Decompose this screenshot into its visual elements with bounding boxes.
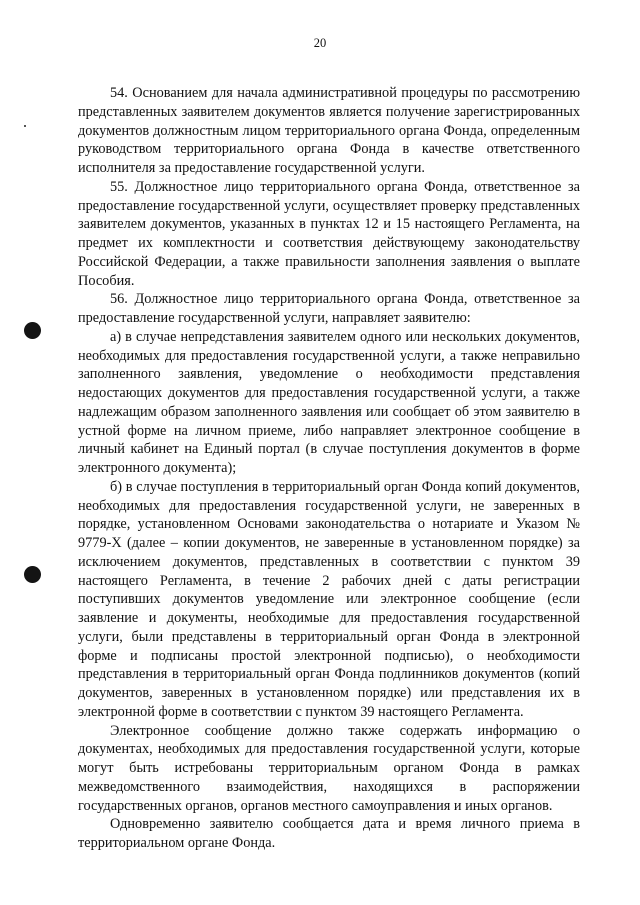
paragraph-56-a: а) в случае непредставления заявителем одного или нескольких документов, необходимых для предоставления государственной услуги, а также неправильно заполненного заявления, уведомление о необходимости представления недостающих документов для предоставления государственной услуги, а также надлежащим образом заполненного заявления или сообщает об этом заявителю в устной форме на личном приеме, либо направляет электронное сообщение в личный кабинет на Единый портал (в случае поступления документов в форме электронного документа); — [78, 328, 580, 476]
paragraph-electronic-message: Электронное сообщение должно также содержать информацию о документах, необходимых для предоставления государственной услуги, которые могут быть истребованы территориальным органом Фонда в рамках межведомственного взаимодействия, находящихся в распоряжении государственных органов, органов местного самоуправления и иных органов. — [78, 722, 580, 814]
paragraph-56: 56. Должностное лицо территориального органа Фонда, ответственное за предоставление государственной услуги, направляет заявителю: — [78, 291, 580, 326]
page-number: 20 — [313, 36, 327, 50]
punch-hole-mark — [24, 566, 41, 583]
scan-speck — [24, 125, 26, 127]
paragraph-56-b: б) в случае поступления в территориальный орган Фонда копий документов, необходимых для предоставления государственной услуги, не заверенных в порядке, установленном Основами законодательства о нотариате и Указом № 9779-Х (далее – копии документов, не заверенные в установленном порядке) за исключением документов, представленных в соответствии с пунктом 39 настоящего Регламента, в течение 2 рабочих дней с даты регистрации поступивших документов уведомление или электронное сообщение (если заявление и документы, необходимые для предоставления государственной услуги, были представлены в территориальный орган Фонда в электронной форме и подписаны простой электронной подписью), о необходимости представления в территориальный орган Фонда подлинников документов (копий документов, заверенных в установленном порядке) или представления их в электронной форме в соответствии с пунктом 39 настоящего Регламента. — [78, 478, 580, 720]
paragraph-54: 54. Основанием для начала административной процедуры по рассмотрению представленных заявителем документов является получение зарегистрированных документов должностным лицом территориального органа Фонда, определенным руководством территориального органа Фонда в качестве ответственного исполнителя за предоставление государственной услуги. — [78, 85, 580, 176]
document-body — [78, 84, 580, 853]
paragraph-55: 55. Должностное лицо территориального органа Фонда, ответственное за предоставление государственной услуги, осуществляет проверку представленных заявителем документов, указанных в пунктах 12 и 15 настоящего Регламента, на предмет их комплектности и соответствия действующему законодательству Российской Федерации, а также правильности заполнения заявления о выплате Пособия. — [78, 178, 580, 289]
punch-hole-mark — [24, 322, 41, 339]
paragraph-appointment: Одновременно заявителю сообщается дата и время личного приема в территориальном органе Фонда. — [78, 816, 580, 851]
